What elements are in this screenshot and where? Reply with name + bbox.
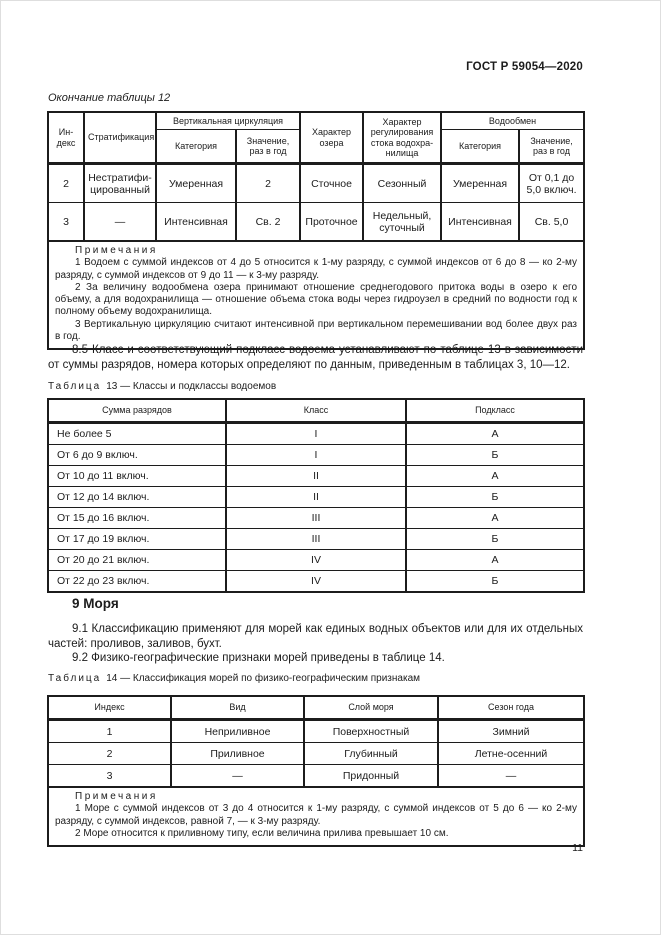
table-row [48, 571, 584, 593]
cell-season: — [438, 765, 584, 788]
cell-lake-character: Проточное [300, 203, 363, 242]
table-caption-word: Таблица [48, 381, 102, 392]
cell-index: 2 [48, 164, 84, 203]
table12-lake-classification [47, 111, 585, 350]
cell-circulation-category: Умеренная [156, 164, 236, 203]
table14-caption [48, 673, 420, 684]
cell-sum: От 6 до 9 включ. [48, 445, 226, 466]
cell-index: 1 [48, 720, 171, 743]
cell-exchange-value: Св. 5,0 [519, 203, 584, 242]
col-header-subclass: Подкласс [406, 399, 584, 423]
col-header-lake-character: Характер озера [300, 112, 363, 164]
cell-class: II [226, 487, 406, 508]
cell-class: III [226, 529, 406, 550]
cell-season: Летне-осенний [438, 743, 584, 765]
paragraph-9-2: 9.2 Физико-географические признаки морей приведены в таблице 14. [72, 652, 445, 664]
cell-season: Зимний [438, 720, 584, 743]
cell-exchange-category: Интенсивная [441, 203, 519, 242]
table-row [48, 765, 584, 788]
cell-subclass: Б [406, 487, 584, 508]
table13-caption [48, 381, 276, 392]
cell-index: 3 [48, 203, 84, 242]
note-paragraph: 3 Вертикальную циркуляцию считают интенсивной при вертикальном перемешивании вод более двух раз в год. [55, 318, 578, 343]
table12-notes [55, 245, 577, 343]
cell-class: I [226, 423, 406, 445]
paragraph-9-1: 9.1 Классификацию применяют для морей как единых водных объектов или для их отдельных частей: проливов, заливов, бухт. [48, 623, 583, 650]
cell-sum: От 17 до 19 включ. [48, 529, 226, 550]
document-code-header: ГОСТ Р 59054—2020 [466, 61, 583, 73]
notes-label: Примечания [75, 245, 158, 256]
col-header-class: Класс [226, 399, 406, 423]
table-row [48, 445, 584, 466]
table-row [48, 743, 584, 765]
cell-stratification: — [84, 203, 156, 242]
col-header-index: Ин-декс [48, 112, 84, 164]
col-header-sum: Сумма разрядов [48, 399, 226, 423]
col-header-category: Категория [156, 130, 236, 164]
col-header-regulation-character: Характер регулирования стока водохра-нилища [363, 112, 441, 164]
cell-sea-layer: Придонный [304, 765, 438, 788]
table-row [48, 164, 584, 203]
col-header-vertical-circulation: Вертикальная циркуляция [156, 112, 300, 130]
cell-kind: Неприливное [171, 720, 304, 743]
col-header-index: Индекс [48, 696, 171, 720]
col-header-season: Сезон года [438, 696, 584, 720]
table-row [48, 720, 584, 743]
col-header-kind: Вид [171, 696, 304, 720]
table12-header-row-1 [48, 112, 584, 130]
cell-sum: Не более 5 [48, 423, 226, 445]
table12-notes-row [48, 241, 584, 349]
cell-kind: — [171, 765, 304, 788]
section-9-heading: 9 Моря [72, 596, 119, 611]
cell-lake-character: Сточное [300, 164, 363, 203]
cell-sum: От 12 до 14 включ. [48, 487, 226, 508]
table-row [48, 466, 584, 487]
table-caption-text: 14 — Классификация морей по физико-географическим признакам [106, 673, 421, 684]
cell-sum: От 20 до 21 включ. [48, 550, 226, 571]
table-row [48, 423, 584, 445]
cell-subclass: А [406, 550, 584, 571]
table13-header-row [48, 399, 584, 423]
cell-subclass: Б [406, 571, 584, 593]
cell-sum: От 22 до 23 включ. [48, 571, 226, 593]
table14-notes-row [48, 787, 584, 846]
note-paragraph: 1 Водоем с суммой индексов от 4 до 5 относится к 1-му разряду, с суммой индексов от 6 до 8 — ко 2-му разряду, с суммой индексов от 9 до 11 — к 3-му разряду. [55, 257, 578, 281]
notes-label: Примечания [75, 791, 158, 802]
col-header-value-per-year: Значение, раз в год [236, 130, 300, 164]
cell-kind: Приливное [171, 743, 304, 765]
table13-classes-subclasses [47, 398, 585, 593]
cell-class: IV [226, 550, 406, 571]
page-number: 11 [572, 842, 583, 854]
table-caption-word: Таблица [48, 673, 102, 684]
cell-class: II [226, 466, 406, 487]
cell-circulation-value: Св. 2 [236, 203, 300, 242]
table14-sea-classification [47, 695, 585, 847]
table-row [48, 529, 584, 550]
cell-subclass: Б [406, 445, 584, 466]
cell-class: IV [226, 571, 406, 593]
col-header-stratification: Стратификация [84, 112, 156, 164]
cell-exchange-value: От 0,1 до 5,0 включ. [519, 164, 584, 203]
cell-class: I [226, 445, 406, 466]
note-paragraph: 2 Море относится к приливному типу, если величина прилива превышает 10 см. [75, 827, 449, 839]
cell-sum: От 15 до 16 включ. [48, 508, 226, 529]
cell-regulation: Сезонный [363, 164, 441, 203]
cell-regulation: Недельный, суточный [363, 203, 441, 242]
note-paragraph: 1 Море с суммой индексов от 3 до 4 относится к 1-му разряду, с суммой индексов от 5 до 6 — ко 2-му разряду, с суммой индексов, равной 7, — к 3-му разряду. [55, 803, 577, 827]
table-row [48, 203, 584, 242]
table-row [48, 508, 584, 529]
cell-exchange-category: Умеренная [441, 164, 519, 203]
cell-index: 3 [48, 765, 171, 788]
col-header-water-exchange: Водообмен [441, 112, 584, 130]
table-row [48, 550, 584, 571]
table-row [48, 487, 584, 508]
cell-circulation-category: Интенсивная [156, 203, 236, 242]
cell-circulation-value: 2 [236, 164, 300, 203]
cell-sea-layer: Глубинный [304, 743, 438, 765]
cell-index: 2 [48, 743, 171, 765]
cell-subclass: Б [406, 529, 584, 550]
cell-sea-layer: Поверхностный [304, 720, 438, 743]
note-paragraph: 2 За величину водообмена озера принимают отношение среднегодового притока воды в озеро к его объему, а для водохранилища — отношение объема стока воды через гидроузел в средний по водности год к полному объему водохранилища. [55, 281, 578, 318]
col-header-value-per-year: Значение, раз в год [519, 130, 584, 164]
table-caption-text: 13 — Классы и подклассы водоемов [106, 381, 277, 392]
table14-notes [55, 791, 577, 840]
col-header-sea-layer: Слой моря [304, 696, 438, 720]
cell-subclass: А [406, 423, 584, 445]
cell-subclass: А [406, 466, 584, 487]
col-header-category: Категория [441, 130, 519, 164]
cell-stratification: Нестратифи-цированный [84, 164, 156, 203]
cell-sum: От 10 до 11 включ. [48, 466, 226, 487]
cell-class: III [226, 508, 406, 529]
table12-continuation-caption: Окончание таблицы 12 [48, 92, 171, 104]
paragraph-8-5: 8.5 Класс и соответствующий подкласс водоема устанавливают по таблице 13 в зависимости от суммы разрядов, номера которых определяют по данным, приведенным в таблицах 3, 10—12. [48, 344, 583, 371]
cell-subclass: А [406, 508, 584, 529]
table14-header-row [48, 696, 584, 720]
